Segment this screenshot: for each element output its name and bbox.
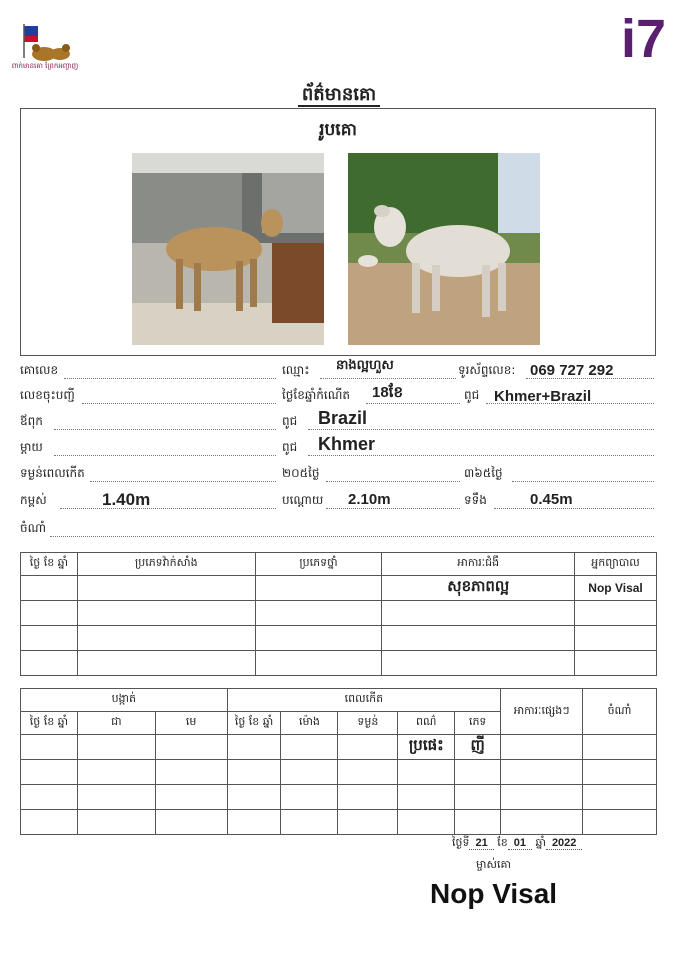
- sub-date: ថ្ងៃ ខែ ឆ្នាំ: [21, 712, 78, 735]
- info-row-2: [20, 385, 654, 409]
- weight-365-label: ៣៦៥ថ្ងៃ: [464, 466, 503, 480]
- table-row: [21, 626, 657, 651]
- owner-label: ម្ចាស់គោ: [476, 858, 511, 871]
- info-row-3: [20, 408, 654, 435]
- father-breed-label: ពូជ: [282, 414, 298, 428]
- table-row: [21, 601, 657, 626]
- sub-time: ម៉ោង: [281, 712, 338, 735]
- birth-weight-label: ទម្ងន់ពេលកើត: [20, 466, 85, 480]
- width-label: ទទឹង: [464, 493, 487, 507]
- info-row-7: [20, 518, 654, 542]
- col-symptom: អាការៈជំងឺ: [382, 553, 575, 576]
- age-value: 18ខែ: [372, 384, 403, 401]
- symptom-cell: សុខភាពល្អ: [382, 576, 575, 601]
- col-note: ចំណាំ: [583, 689, 657, 735]
- sub-sire: ជា: [77, 712, 155, 735]
- name-label: ឈ្មោះ: [282, 363, 310, 377]
- group-mating: បង្កាត់: [21, 689, 228, 712]
- mother-breed-value: Khmer: [318, 434, 376, 454]
- owner-signature: Nop Visal: [430, 878, 558, 909]
- col-date: ថ្ងៃ ខែ ឆ្នាំ: [21, 553, 78, 576]
- reg-number-label: លេខចុះបញ្ជី: [20, 388, 75, 402]
- mother-label: ម្ដាយ: [20, 440, 43, 454]
- photo-section: [20, 108, 656, 356]
- col-vaccine: ប្រភេទវ៉ាក់សាំង: [77, 553, 255, 576]
- height-value: 1.40m: [102, 490, 151, 509]
- sex-cell: ញី: [455, 735, 501, 760]
- photo-heading: រូបគោ: [319, 120, 357, 140]
- date-month: 01: [513, 837, 526, 849]
- col-other-symptoms: អាការៈផ្សេងៗ: [501, 689, 583, 735]
- treater-cell: Nop Visal: [575, 576, 657, 601]
- date-year: 2022: [551, 837, 577, 849]
- weight-205-label: ២០៥ថ្ងៃ: [282, 466, 320, 480]
- info-row-4: [20, 434, 654, 461]
- note-label: ចំណាំ: [20, 521, 47, 535]
- breeding-table: [20, 688, 657, 835]
- sub-birth-date: ថ្ងៃ ខែ ឆ្នាំ: [227, 712, 281, 735]
- cow-photo-field: [348, 153, 540, 345]
- date-line: ថ្ងៃទី 21 ខែ 01 ឆ្នាំ 2022: [452, 836, 582, 852]
- table-row: [21, 785, 657, 810]
- info-row-5: [20, 463, 654, 487]
- document-title: ព័ត៌មានគោ: [0, 82, 678, 109]
- height-label: កម្ពស់: [20, 493, 47, 507]
- group-birth: ពេលកើត: [227, 689, 501, 712]
- date-day: 21: [475, 837, 488, 849]
- logo-caption: ពាក់មានគោ ព្រែកអញ្ចាញ: [11, 62, 79, 70]
- phone-label: ទូរស័ព្ទលេខ:: [458, 363, 516, 377]
- health-table-header: [21, 553, 657, 576]
- cow-number-label: គោលេខ: [20, 363, 59, 377]
- table-row: [21, 651, 657, 676]
- phone-value: 069 727 292: [530, 362, 614, 379]
- cow-photo-barn: [132, 153, 324, 345]
- table-row: [21, 576, 657, 601]
- sub-dam: មេ: [155, 712, 227, 735]
- sub-color: ពណ៌: [398, 712, 455, 735]
- breed-label: ពូជ: [464, 388, 480, 402]
- sub-weight: ទម្ងន់: [338, 712, 398, 735]
- col-medicine: ប្រភេទថ្នាំ: [255, 553, 382, 576]
- birth-label: ថ្ងៃខែឆ្នាំកំណើត: [282, 388, 350, 402]
- name-value: នាងល្អហួស: [336, 357, 394, 372]
- brand-mark: i7: [620, 9, 666, 69]
- father-label: ឪពុក: [20, 414, 43, 428]
- color-cell: ប្រផេះ: [398, 735, 455, 760]
- breed-value: Khmer+Brazil: [494, 388, 592, 405]
- info-row-1: [20, 357, 654, 384]
- health-table: [20, 552, 657, 676]
- father-breed-value: Brazil: [318, 408, 368, 428]
- table-row: [21, 760, 657, 785]
- col-treater: អ្នកព្យាបាល: [575, 553, 657, 576]
- width-value: 0.45m: [530, 491, 573, 508]
- table-row: [21, 810, 657, 835]
- length-label: បណ្ដោយ: [282, 493, 324, 507]
- info-row-6: [20, 490, 654, 514]
- sub-sex: ភេទ: [455, 712, 501, 735]
- mother-breed-label: ពូជ: [282, 440, 298, 454]
- length-value: 2.10m: [348, 491, 391, 508]
- table-row: [21, 735, 657, 760]
